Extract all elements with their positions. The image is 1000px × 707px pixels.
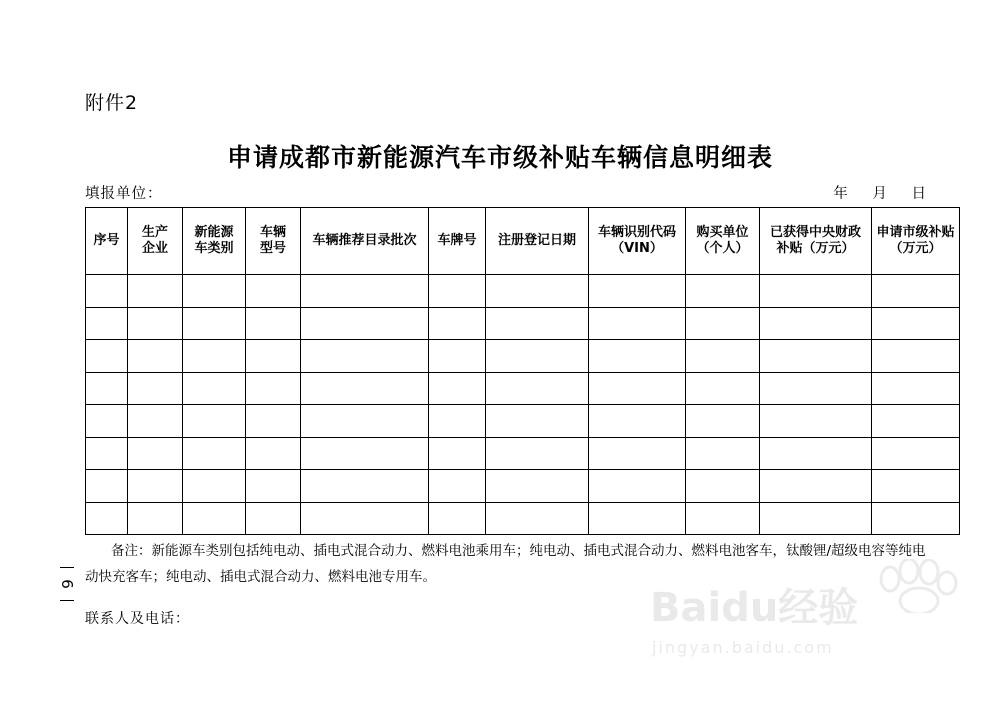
cell-license-plate[interactable] xyxy=(429,372,486,405)
cell-registration-date[interactable] xyxy=(486,405,589,438)
column-header-catalog-batch: 车辆推荐目录批次 xyxy=(301,208,429,275)
column-header-vehicle-category: 新能源 车类别 xyxy=(183,208,246,275)
cell-catalog-batch[interactable] xyxy=(301,405,429,438)
cell-vehicle-model[interactable] xyxy=(246,502,301,535)
cell-vin[interactable] xyxy=(589,372,686,405)
cell-catalog-batch[interactable] xyxy=(301,502,429,535)
cell-registration-date[interactable] xyxy=(486,340,589,373)
cell-buyer[interactable] xyxy=(686,307,760,340)
cell-manufacturer[interactable] xyxy=(128,372,183,405)
cell-vehicle-category[interactable] xyxy=(183,372,246,405)
cell-catalog-batch[interactable] xyxy=(301,470,429,503)
table-row xyxy=(86,372,960,405)
cell-vehicle-model[interactable] xyxy=(246,307,301,340)
cell-catalog-batch[interactable] xyxy=(301,437,429,470)
notes-block xyxy=(85,538,947,591)
cell-buyer[interactable] xyxy=(686,470,760,503)
cell-registration-date[interactable] xyxy=(486,275,589,308)
cell-buyer[interactable] xyxy=(686,405,760,438)
cell-index[interactable] xyxy=(86,275,128,308)
table-row xyxy=(86,307,960,340)
cell-central-subsidy[interactable] xyxy=(760,502,872,535)
column-header-central-subsidy: 已获得中央财政 补贴（万元） xyxy=(760,208,872,275)
cell-vehicle-category[interactable] xyxy=(183,340,246,373)
date-month-label: 月 xyxy=(872,186,888,202)
cell-manufacturer[interactable] xyxy=(128,502,183,535)
cell-license-plate[interactable] xyxy=(429,307,486,340)
cell-vin[interactable] xyxy=(589,307,686,340)
cell-central-subsidy[interactable] xyxy=(760,405,872,438)
cell-vin[interactable] xyxy=(589,470,686,503)
cell-license-plate[interactable] xyxy=(429,437,486,470)
cell-municipal-subsidy[interactable] xyxy=(872,340,960,373)
cell-vehicle-model[interactable] xyxy=(246,405,301,438)
attachment-label: 附件2 xyxy=(85,92,139,114)
cell-municipal-subsidy[interactable] xyxy=(872,405,960,438)
cell-index[interactable] xyxy=(86,470,128,503)
cell-vin[interactable] xyxy=(589,275,686,308)
cell-vin[interactable] xyxy=(589,437,686,470)
page-number-dash-bottom xyxy=(60,600,74,601)
cell-index[interactable] xyxy=(86,340,128,373)
cell-vin[interactable] xyxy=(589,405,686,438)
cell-catalog-batch[interactable] xyxy=(301,275,429,308)
cell-manufacturer[interactable] xyxy=(128,307,183,340)
cell-vin[interactable] xyxy=(589,502,686,535)
cell-vehicle-model[interactable] xyxy=(246,437,301,470)
cell-manufacturer[interactable] xyxy=(128,470,183,503)
cell-license-plate[interactable] xyxy=(429,502,486,535)
cell-license-plate[interactable] xyxy=(429,275,486,308)
table-header-row xyxy=(86,208,960,275)
date-line xyxy=(824,182,936,203)
cell-vehicle-category[interactable] xyxy=(183,470,246,503)
table-row xyxy=(86,405,960,438)
table-row xyxy=(86,502,960,535)
cell-catalog-batch[interactable] xyxy=(301,307,429,340)
watermark-text: Baidu经验 xyxy=(650,585,859,631)
cell-central-subsidy[interactable] xyxy=(760,275,872,308)
cell-index[interactable] xyxy=(86,307,128,340)
date-day-label: 日 xyxy=(911,186,927,202)
page-number-dash-top xyxy=(60,567,74,568)
cell-municipal-subsidy[interactable] xyxy=(872,502,960,535)
filler-unit-label: 填报单位： xyxy=(85,186,163,202)
cell-municipal-subsidy[interactable] xyxy=(872,275,960,308)
cell-vehicle-model[interactable] xyxy=(246,275,301,308)
cell-index[interactable] xyxy=(86,437,128,470)
cell-vehicle-category[interactable] xyxy=(183,405,246,438)
column-header-index: 序号 xyxy=(86,208,128,275)
cell-municipal-subsidy[interactable] xyxy=(872,437,960,470)
cell-manufacturer[interactable] xyxy=(128,405,183,438)
cell-buyer[interactable] xyxy=(686,275,760,308)
cell-municipal-subsidy[interactable] xyxy=(872,307,960,340)
column-header-buyer: 购买单位 （个人） xyxy=(686,208,760,275)
cell-manufacturer[interactable] xyxy=(128,340,183,373)
cell-vehicle-model[interactable] xyxy=(246,340,301,373)
column-header-vin: 车辆识别代码 （VIN） xyxy=(589,208,686,275)
cell-central-subsidy[interactable] xyxy=(760,307,872,340)
cell-central-subsidy[interactable] xyxy=(760,340,872,373)
cell-municipal-subsidy[interactable] xyxy=(872,470,960,503)
contact-label: 联系人及电话： xyxy=(85,611,190,627)
cell-buyer[interactable] xyxy=(686,372,760,405)
cell-municipal-subsidy[interactable] xyxy=(872,372,960,405)
table-row xyxy=(86,340,960,373)
watermark-subtext: jingyan.baidu.com xyxy=(652,638,834,657)
cell-index[interactable] xyxy=(86,372,128,405)
cell-registration-date[interactable] xyxy=(486,437,589,470)
cell-license-plate[interactable] xyxy=(429,405,486,438)
cell-central-subsidy[interactable] xyxy=(760,437,872,470)
table-row xyxy=(86,275,960,308)
note-line-2: 动快充客车；纯电动、插电式混合动力、燃料电池专用车。 xyxy=(85,569,436,586)
column-header-registration-date: 注册登记日期 xyxy=(486,208,589,275)
column-header-manufacturer: 生产 企业 xyxy=(128,208,183,275)
cell-manufacturer[interactable] xyxy=(128,437,183,470)
cell-central-subsidy[interactable] xyxy=(760,372,872,405)
cell-catalog-batch[interactable] xyxy=(301,340,429,373)
cell-vehicle-model[interactable] xyxy=(246,372,301,405)
cell-vehicle-category[interactable] xyxy=(183,502,246,535)
vehicle-info-table xyxy=(85,207,960,535)
column-header-municipal-subsidy: 申请市级补贴 （万元） xyxy=(872,208,960,275)
table-row xyxy=(86,470,960,503)
page-title: 申请成都市新能源汽车市级补贴车辆信息明细表 xyxy=(226,143,773,172)
cell-central-subsidy[interactable] xyxy=(760,470,872,503)
cell-index[interactable] xyxy=(86,405,128,438)
cell-registration-date[interactable] xyxy=(486,502,589,535)
cell-vehicle-category[interactable] xyxy=(183,307,246,340)
cell-vehicle-category[interactable] xyxy=(183,275,246,308)
column-header-vehicle-model: 车辆 型号 xyxy=(246,208,301,275)
column-header-license-plate: 车牌号 xyxy=(429,208,486,275)
cell-buyer[interactable] xyxy=(686,340,760,373)
cell-license-plate[interactable] xyxy=(429,470,486,503)
page-number-value: 6 xyxy=(58,579,76,589)
note-line-1: 备注：新能源车类别包括纯电动、插电式混合动力、燃料电池乘用车；纯电动、插电式混合动力、燃料电池客车，钛酸锂/超级电容等纯电 xyxy=(111,543,926,559)
cell-vehicle-category[interactable] xyxy=(183,437,246,470)
table-body xyxy=(86,275,960,535)
table-row xyxy=(86,437,960,470)
cell-registration-date[interactable] xyxy=(486,470,589,503)
cell-license-plate[interactable] xyxy=(429,340,486,373)
cell-buyer[interactable] xyxy=(686,437,760,470)
cell-registration-date[interactable] xyxy=(486,307,589,340)
date-year-label: 年 xyxy=(833,186,849,202)
cell-manufacturer[interactable] xyxy=(128,275,183,308)
cell-vehicle-model[interactable] xyxy=(246,470,301,503)
cell-vin[interactable] xyxy=(589,340,686,373)
cell-buyer[interactable] xyxy=(686,502,760,535)
page-number xyxy=(52,560,82,608)
cell-registration-date[interactable] xyxy=(486,372,589,405)
cell-catalog-batch[interactable] xyxy=(301,372,429,405)
cell-index[interactable] xyxy=(86,502,128,535)
